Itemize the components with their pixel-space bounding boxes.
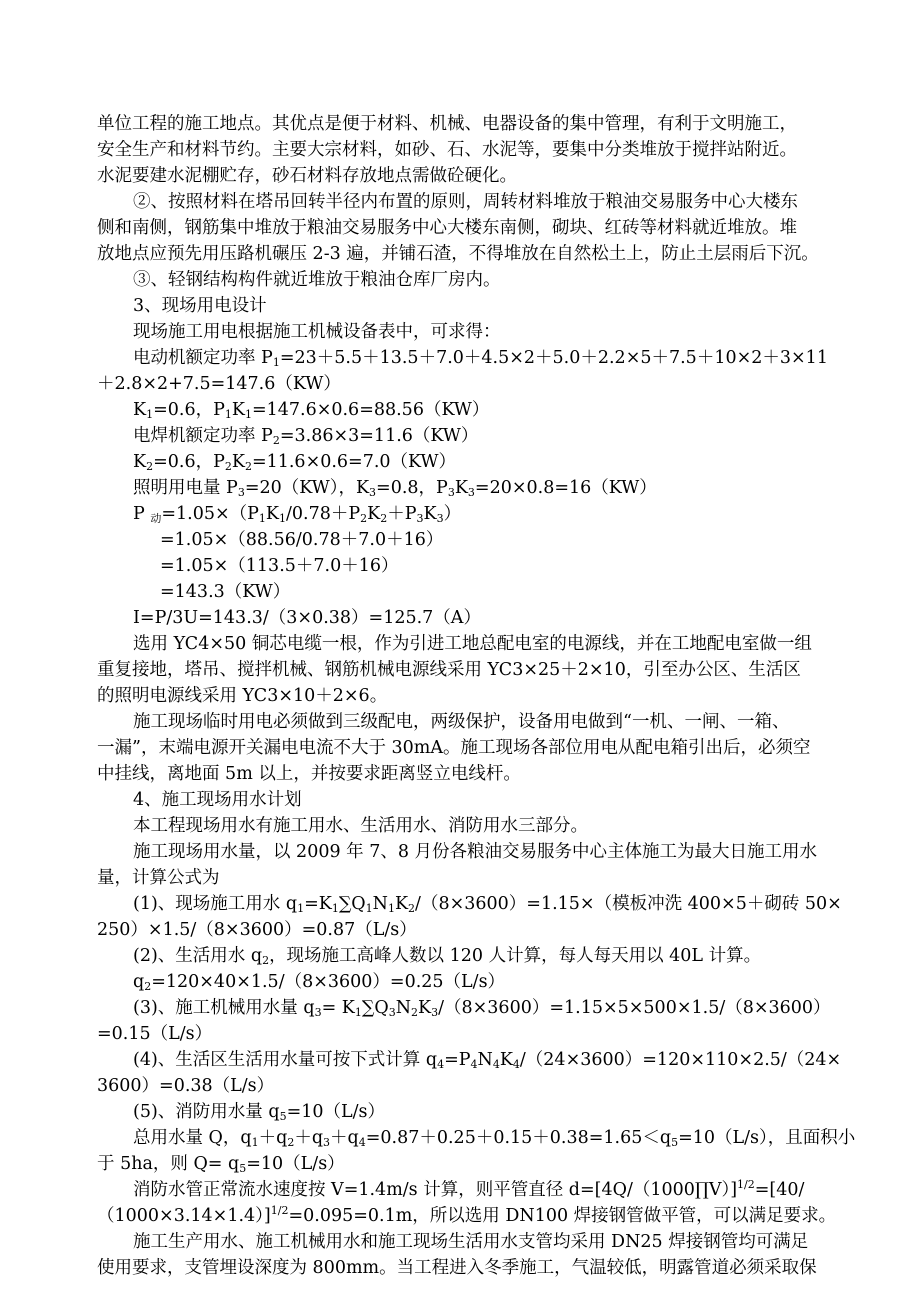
text-run: 侧和南侧，钢筋集中堆放于粮油交易服务中心大楼东南侧，砌块、红砖等材料就近堆放。堆 [97,218,797,238]
text-run: q [133,972,145,992]
text-run: 250）×1.5/（8×3600）=0.87（L/s） [97,920,417,940]
text-run: I=P/3U=143.3/（3×0.38）=125.7（A） [133,608,481,628]
text-run: 于 5ha，则 Q= q [97,1154,240,1174]
subscript: 1 [365,902,373,915]
subscript: 2 [144,980,152,993]
text-line [133,1229,873,1255]
text-run: =11.6×0.6=7.0（KW） [251,452,456,472]
text-run: ②、按照材料在塔吊回转半径内布置的原则，周转材料堆放于粮油交易服务中心大楼东 [133,192,798,212]
section-heading [133,293,873,319]
subscript: 3 [323,1136,331,1149]
text-run: 一漏”，末端电源开关漏电电流不大于 30mA。施工现场各部位用电从配电箱引出后，必须空 [97,738,811,758]
formula-line [160,579,900,605]
text-run: （1000×3.14×1.4）] [97,1206,271,1226]
text-run: 的照明电源线采用 YC3×10＋2×6。 [97,686,388,706]
subscript: 1 [258,512,266,525]
subscript: 2 [411,1006,419,1019]
text-line [133,189,873,215]
subscript: 2 [244,460,252,473]
text-run: =P [444,1050,471,1070]
text-run: 放地点应预先用压路机碾压 2-3 遍，并铺石渣，不得堆放在自然松土上，防止土层雨后下沉。 [97,244,819,264]
subscript: 5 [671,1136,679,1149]
section-heading [133,787,873,813]
subscript: 3 [388,1006,396,1019]
subscript: 3 [314,1006,322,1019]
text-run: =10（L/s） [286,1102,385,1122]
subscript: 1 [251,1136,259,1149]
text-run: =1.05×（88.56/0.78＋7.0＋16） [160,530,444,550]
formula-line [133,969,873,995]
text-run: 施工现场临时用电必须做到三级配电，两级保护，设备用电做到“一机、一闸、一箱、 [133,712,790,732]
text-run: 3600）=0.38（L/s） [97,1076,275,1096]
text-run: =143.3（KW） [160,582,291,602]
subscript: 1 [224,408,232,421]
text-run: =1.05×（113.5＋7.0＋16） [160,556,399,576]
text-run: K [231,400,245,420]
subscript: 2 [380,512,388,525]
text-line [97,241,837,267]
text-run: K [231,452,245,472]
text-run: =120×40×1.5/（8×3600）=0.25（L/s） [151,972,506,992]
formula-line [160,553,900,579]
text-line [97,111,837,137]
subscript: 4 [358,1136,366,1149]
formula-line [160,527,900,553]
subscript: 1 [146,408,154,421]
text-run: (2)、生活用水 q [133,946,263,966]
text-run: 总用水量 Q，q [133,1128,252,1148]
text-line [133,319,873,345]
subscript: 3 [416,512,424,525]
subscript: 2 [272,434,280,447]
text-run: =[40/ [754,1180,805,1200]
subscript: 3 [436,512,444,525]
formula-line [133,943,873,969]
text-run: N [395,998,412,1018]
subscript: 4 [512,1058,520,1071]
text-run: =0.87＋0.25＋0.15＋0.38=1.65＜q [365,1128,672,1148]
subscript: 2 [287,1136,295,1149]
text-run: =0.6，P [153,400,225,420]
text-run: ＋2.8×2+7.5=147.6（KW） [97,374,341,394]
formula-line [97,371,837,397]
text-run: =1.05×（P [161,504,259,524]
formula-line [133,1125,873,1151]
text-run: =0.095=0.1m，所以选用 DN100 焊接钢管做平管，可以满足要求。 [288,1206,837,1226]
text-run: 单位工程的施工地点。其优点是便于材料、机械、电器设备的集中管理，有利于文明施工， [97,114,797,134]
subscript: 3 [369,486,377,499]
formula-line [97,1203,837,1229]
text-run: K [133,400,147,420]
text-run: 电焊机额定功率 P [133,426,273,446]
formula-line [133,345,873,371]
subscript: 3 [467,486,475,499]
subscript: 2 [262,954,270,967]
text-run: =0.6，P [153,452,225,472]
text-run: K [454,478,468,498]
subscript: 1 [387,902,395,915]
text-run: /0.78＋P [286,504,361,524]
text-run: /（24×3600）=120×110×2.5/（24× [519,1050,842,1070]
text-run: (3)、施工机械用水量 q [133,998,315,1018]
text-run: 3、现场用电设计 [133,296,267,316]
formula-line [97,1151,837,1177]
text-line [133,813,873,839]
text-line [133,839,873,865]
text-run: 使用要求，支管埋设深度为 800mm。当工程进入冬季施工，气温较低，明露管道必须采取保 [97,1258,817,1278]
subscript: 3 [431,1006,439,1019]
text-run: 重复接地，塔吊、搅拌机械、钢筋机械电源线采用 YC3×25＋2×10，引至办公区、生活区 [97,660,801,680]
formula-line [133,501,873,527]
subscript: 3 [447,486,455,499]
text-line [97,735,837,761]
superscript: 1/2 [737,1178,755,1191]
text-run: =10（L/s） [246,1154,345,1174]
text-run: ③、轻钢结构构件就近堆放于粮油仓库厂房内。 [133,270,501,290]
text-run: 安全生产和材料节约。主要大宗材料，如砂、石、水泥等，要集中分类堆放于搅拌站附近。 [97,140,797,160]
text-run: (1)、现场施工用水 q [133,894,298,914]
text-run: 量，计算公式为 [97,868,220,888]
text-run: K [367,504,381,524]
text-run: =147.6×0.6=88.56（KW） [251,400,490,420]
subscript: 4 [492,1058,500,1071]
formula-line [97,1021,837,1047]
subscript: 5 [239,1162,247,1175]
text-run: 施工生产用水、施工机械用水和施工现场生活用水支管均采用 DN25 焊接钢管均可满足 [133,1232,809,1252]
text-run: ） [443,504,462,524]
text-run: ∑Q [338,894,366,914]
text-run: 中挂线，离地面 5m 以上，并按要求距离竖立电线杆。 [97,764,521,784]
text-run: 选用 YC4×50 铜芯电缆一根，作为引进工地总配电室的电源线，并在工地配电室做一组 [133,634,812,654]
superscript: 1/2 [270,1204,289,1217]
subscript: 3 [237,486,245,499]
text-run: =0.8，P [376,478,448,498]
text-run: (5)、消防用水量 q [133,1102,280,1122]
text-run: ＋P [387,504,417,524]
text-run: 照明用电量 P [133,478,238,498]
text-run: ＋q [294,1128,324,1148]
text-run: /（8×3600）=1.15×5×500×1.5/（8×3600） [438,998,831,1018]
formula-line [97,1073,837,1099]
formula-line [133,397,873,423]
text-line [97,137,837,163]
formula-line [133,1099,873,1125]
text-run: 消防水管正常流水速度按 V=1.4m/s 计算，则平管直径 d=[4Q/（1000∏V）] [133,1180,738,1200]
subscript: 1 [331,902,339,915]
subscript: 2 [224,460,232,473]
formula-line [133,475,873,501]
text-line [97,865,837,891]
subscript: 4 [437,1058,445,1071]
subscript: 动 [150,512,162,525]
text-run: (4)、生活区生活用水量可按下式计算 q [133,1050,438,1070]
text-run: =23＋5.5＋13.5＋7.0＋4.5×2＋5.0＋2.2×5＋7.5＋10×2＋3×11 [279,348,828,368]
text-line [133,709,873,735]
subscript: 1 [244,408,252,421]
subscript: 1 [279,512,286,525]
text-run: N [477,1050,493,1070]
text-run: 现场施工用电根据施工机械设备表中，可求得： [133,322,501,342]
text-run: =3.86×3=11.6（KW） [279,426,479,446]
formula-line [97,917,837,943]
text-run: ＋q [330,1128,359,1148]
text-run: 施工现场用水量，以 2009 年 7、8 月份各粮油交易服务中心主体施工为最大日施工用水 [133,842,818,862]
text-run: K [499,1050,513,1070]
text-run: =K [304,894,332,914]
subscript: 2 [146,460,154,473]
text-run: K [423,504,437,524]
text-run: 4、施工现场用水计划 [133,790,302,810]
text-run: K [133,452,147,472]
text-run: =20×0.8=16（KW） [474,478,657,498]
text-line [97,761,837,787]
text-run: ，现场施工高峰人数以 120 人计算，每人每天用以 40L 计算。 [269,946,762,966]
text-line [97,683,837,709]
text-run: P [133,504,151,524]
formula-line [133,1177,873,1203]
text-run: K [394,894,409,914]
subscript: 1 [272,356,280,369]
text-run: =20（KW），K [244,478,370,498]
text-line [133,631,873,657]
subscript: 2 [408,902,416,915]
text-run: K [418,998,432,1018]
text-run: N [372,894,388,914]
text-run: = K [321,998,355,1018]
formula-line [133,423,873,449]
formula-line [133,995,873,1021]
subscript: 4 [470,1058,478,1071]
text-line [97,215,837,241]
text-line [97,657,837,683]
text-line [97,1255,837,1281]
subscript: 1 [354,1006,362,1019]
text-run: 水泥要建水泥棚贮存，砂石材料存放地点需做砼硬化。 [97,166,517,186]
text-line [133,267,873,293]
text-run: K [265,504,279,524]
subscript: 5 [279,1110,287,1123]
formula-line [133,449,873,475]
text-run: =0.15（L/s） [97,1024,213,1044]
text-run: /（8×3600）=1.15×（模板冲洗 400×5＋砌砖 50× [415,894,842,914]
text-run: 电动机额定功率 P [133,348,273,368]
subscript: 1 [297,902,305,915]
formula-line [133,1047,873,1073]
text-line [97,163,837,189]
formula-line [133,891,873,917]
formula-line [133,605,873,631]
text-run: ＋q [258,1128,288,1148]
text-run: ∑Q [361,998,389,1018]
text-run: 本工程现场用水有施工用水、生活用水、消防用水三部分。 [133,816,588,836]
subscript: 2 [360,512,368,525]
text-run: =10（L/s），且面积小 [678,1128,856,1148]
